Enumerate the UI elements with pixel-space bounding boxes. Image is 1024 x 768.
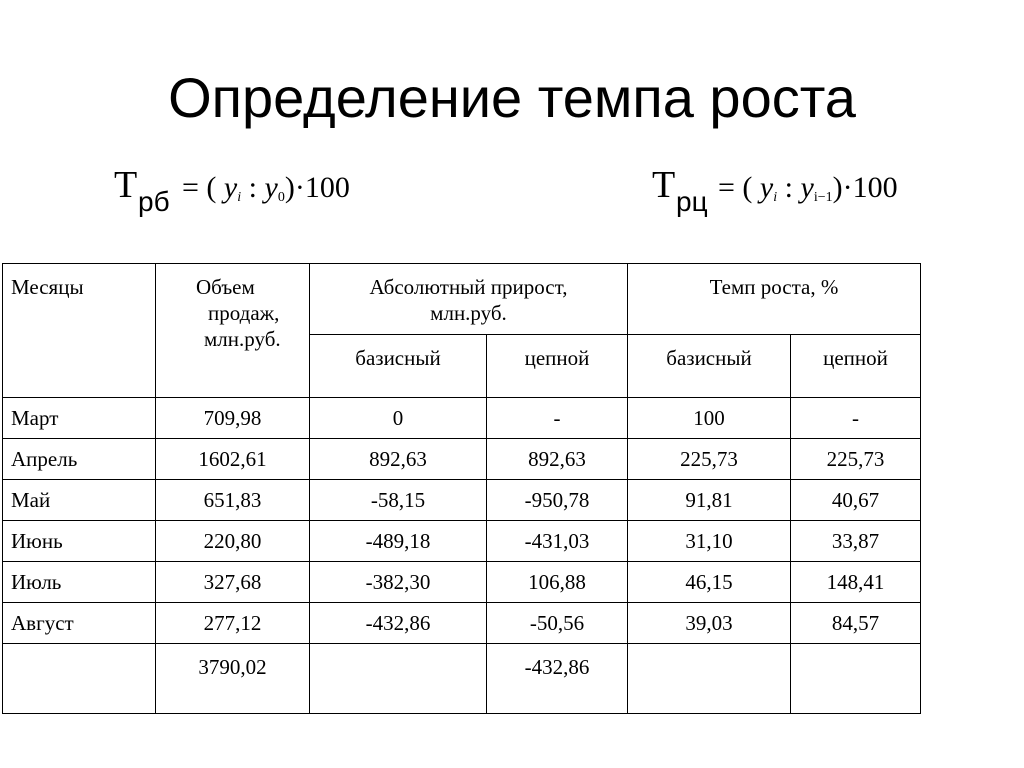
cell-total-month [3,644,156,714]
cell-month: Август [3,603,156,644]
cell-rate-basic: 39,03 [628,603,791,644]
formula-base-expression: = ( $y_i$ : $y_0)\cdot 100$ [182,171,350,205]
table-row [3,480,921,521]
cell-month: Март [3,398,156,439]
cell-volume: 327,68 [156,562,310,603]
cell-month: Май [3,480,156,521]
cell-abs-chain: -950,78 [487,480,628,521]
cell-rate-chain: 225,73 [791,439,921,480]
cell-total-rate-chain [791,644,921,714]
cell-abs-chain: 106,88 [487,562,628,603]
cell-volume: 220,80 [156,521,310,562]
cell-volume: 1602,61 [156,439,310,480]
formula-chain-symbol: Т [652,164,676,206]
header-absolute-increase: Абсолютный прирост, млн.руб. [310,264,628,335]
formula-base-symbol: Т [114,164,138,206]
table-row [3,562,921,603]
formula-chain [652,160,992,230]
cell-abs-basic: -58,15 [310,480,487,521]
cell-abs-chain: - [487,398,628,439]
header-rate-chain: цепной [791,335,921,398]
header-rate-basic: базисный [628,335,791,398]
cell-rate-basic: 46,15 [628,562,791,603]
cell-volume: 277,12 [156,603,310,644]
formula-base-subscript: рб [138,186,170,217]
cell-abs-chain: -50,56 [487,603,628,644]
slide-title: Определение темпа роста [168,66,856,129]
cell-month: Июль [3,562,156,603]
formula-base [114,160,414,230]
cell-abs-basic: -432,86 [310,603,487,644]
cell-abs-basic: -489,18 [310,521,487,562]
cell-rate-basic: 225,73 [628,439,791,480]
header-abs-basic: базисный [310,335,487,398]
cell-total-abs-chain: -432,86 [487,644,628,714]
header-growth-rate: Темп роста, % [628,264,921,335]
cell-rate-chain: - [791,398,921,439]
totals-row [3,644,921,714]
cell-month: Июнь [3,521,156,562]
growth-rate-table [2,263,921,714]
cell-rate-chain: 33,87 [791,521,921,562]
cell-abs-basic: 0 [310,398,487,439]
formula-chain-subscript: рц [676,186,708,217]
cell-abs-chain: -431,03 [487,521,628,562]
cell-volume: 651,83 [156,480,310,521]
cell-rate-basic: 91,81 [628,480,791,521]
cell-volume: 709,98 [156,398,310,439]
cell-abs-basic: -382,30 [310,562,487,603]
cell-rate-chain: 84,57 [791,603,921,644]
cell-rate-chain: 40,67 [791,480,921,521]
header-volume: Объем продаж, млн.руб. [156,264,310,398]
cell-month: Апрель [3,439,156,480]
formula-chain-expression: = ( $y_i$ : $y_{i-1})\cdot 100$ [718,171,898,205]
cell-total-volume: 3790,02 [156,644,310,714]
cell-total-abs-basic [310,644,487,714]
cell-abs-basic: 892,63 [310,439,487,480]
header-abs-chain: цепной [487,335,628,398]
table-row [3,521,921,562]
cell-rate-basic: 31,10 [628,521,791,562]
cell-rate-chain: 148,41 [791,562,921,603]
table-row [3,398,921,439]
cell-abs-chain: 892,63 [487,439,628,480]
cell-rate-basic: 100 [628,398,791,439]
cell-total-rate-basic [628,644,791,714]
header-months: Месяцы [3,264,156,398]
table-row [3,603,921,644]
table-row [3,439,921,480]
